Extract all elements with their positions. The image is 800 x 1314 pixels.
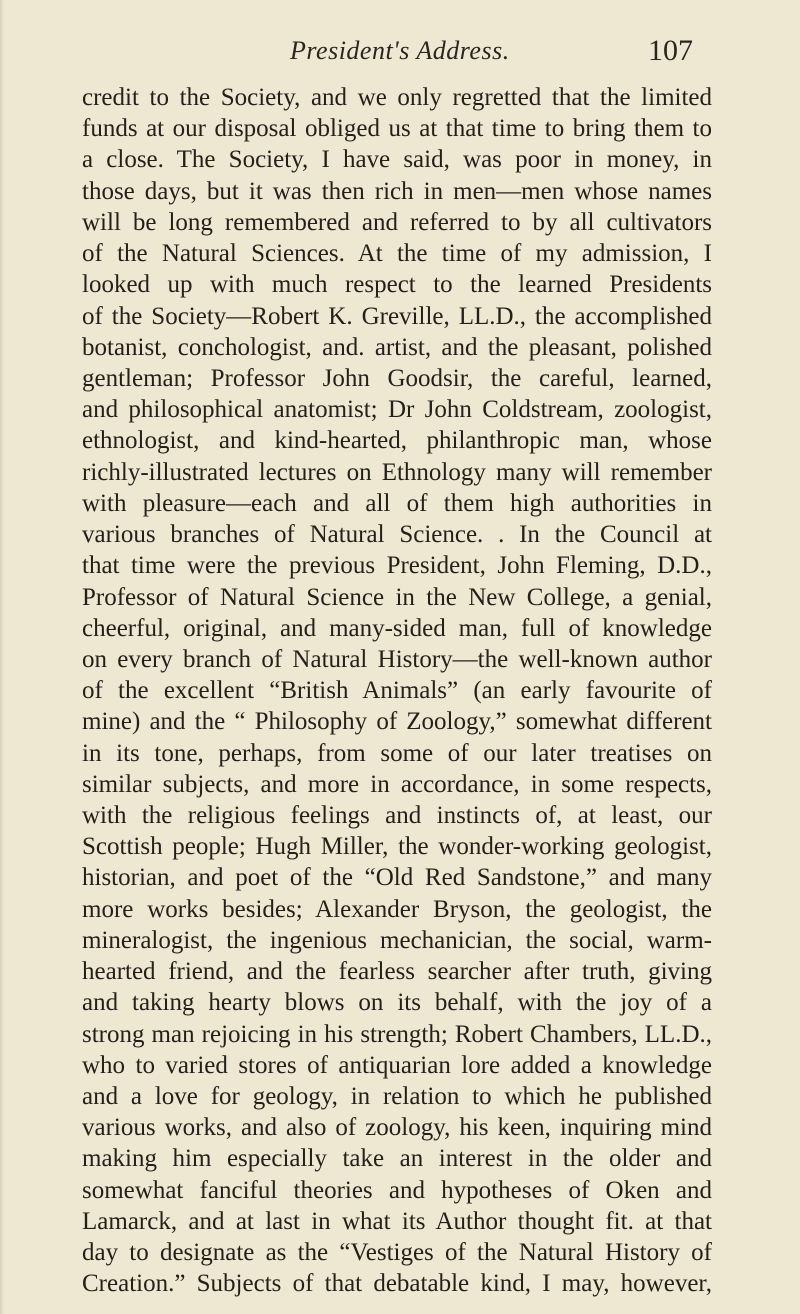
text-line: of the Natural Sciences. At the time of my admission, I: [82, 240, 712, 268]
text-line: with pleasure—each and all of them high authorities in: [82, 489, 712, 517]
text-line: gentleman; Professor John Goodsir, the careful, learned,: [82, 364, 712, 392]
text-line: who to varied stores of antiquarian lore added a knowledge: [82, 1051, 712, 1079]
running-title: President's Address.: [290, 36, 510, 65]
text-line: looked up with much respect to the learned Presidents: [82, 271, 712, 299]
text-line: mineralogist, the ingenious mechanician, the social, warm-: [82, 926, 712, 954]
text-line: hearted friend, and the fearless searcher after truth, giving: [82, 958, 712, 986]
text-line: and a love for geology, in relation to which he published: [82, 1083, 712, 1110]
text-line: Lamarck, and at last in what its Author thought fit. at that: [82, 1207, 712, 1235]
text-line: various branches of Natural Science. . In the Council at: [82, 521, 712, 549]
text-line: a close. The Society, I have said, was poor in money, in: [82, 146, 712, 174]
text-line: on every branch of Natural History—the well-known author: [82, 645, 712, 673]
text-line: making him especially take an interest in the older and: [82, 1145, 712, 1173]
text-line: that time were the previous President, John Fleming, D.D.,: [82, 552, 712, 580]
text-line: day to designate as the “Vestiges of the Natural History of: [82, 1239, 712, 1267]
text-line: mine) and the “ Philosophy of Zoology,” somewhat different: [82, 708, 712, 736]
text-line: more works besides; Alexander Bryson, the geologist, the: [82, 895, 712, 923]
text-line: Creation.” Subjects of that debatable kind, I may, however,: [82, 1270, 712, 1298]
text-line: of the excellent “British Animals” (an early favourite of: [82, 677, 712, 705]
text-line: Professor of Natural Science in the New College, a genial,: [82, 583, 712, 611]
text-line: somewhat fanciful theories and hypotheses of Oken and: [82, 1176, 712, 1204]
text-line: historian, and poet of the “Old Red Sandstone,” and many: [82, 864, 712, 892]
text-line: cheerful, original, and many-sided man, full of knowledge: [82, 614, 712, 642]
page-edge-shadow: [0, 0, 4, 1314]
text-line: of the Society—Robert K. Greville, LL.D., the accomplished: [82, 302, 712, 330]
text-line: will be long remembered and referred to by all cultivators: [82, 208, 712, 236]
page-header: [0, 34, 800, 74]
text-line: and philosophical anatomist; Dr John Coldstream, zoologist,: [82, 396, 712, 424]
text-line: Scottish people; Hugh Miller, the wonder-working geologist,: [82, 833, 712, 861]
text-line: credit to the Society, and we only regretted that the limited: [82, 84, 712, 111]
text-line: ethnologist, and kind-hearted, philanthropic man, whose: [82, 427, 712, 455]
text-line: in its tone, perhaps, from some of our later treatises on: [82, 739, 712, 767]
text-line: funds at our disposal obliged us at that time to bring them to: [82, 115, 712, 143]
text-line: with the religious feelings and instincts of, at least, our: [82, 802, 712, 830]
text-line: botanist, conchologist, and. artist, and the pleasant, polished: [82, 333, 712, 361]
body-text: [82, 82, 712, 1300]
text-line: and taking hearty blows on its behalf, with the joy of a: [82, 989, 712, 1017]
page-number: 107: [648, 34, 693, 67]
text-line: those days, but it was then rich in men—men whose names: [82, 177, 712, 205]
text-line: strong man rejoicing in his strength; Robert Chambers, LL.D.,: [82, 1020, 712, 1048]
text-line: various works, and also of zoology, his keen, inquiring mind: [82, 1114, 712, 1142]
text-line: richly-illustrated lectures on Ethnology many will remember: [82, 458, 712, 486]
text-line: similar subjects, and more in accordance, in some respects,: [82, 770, 712, 798]
